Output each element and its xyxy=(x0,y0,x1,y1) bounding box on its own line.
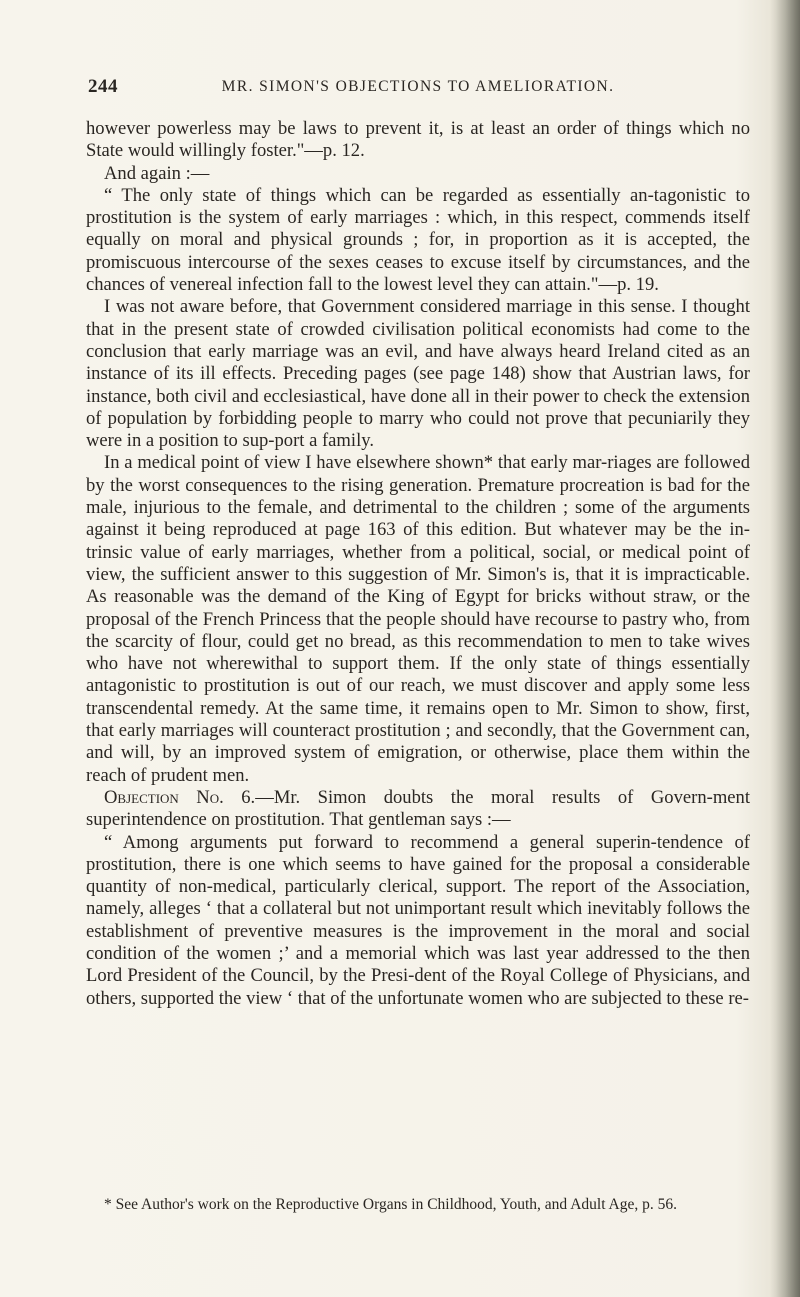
footnote-text: * See Author's work on the Reproductive Organs in Childhood, Youth, and Adult Age, p. 56. xyxy=(104,1196,677,1213)
page-number: 244 xyxy=(88,76,118,97)
quotation-early-marriages: “ The only state of things which can be regarded as essentially an-tagonistic to prostitution is the system of early marriages : which, in this respect, commends itself equally on moral and physical grounds ; for, in proportion as it is accepted, the promiscuous intercourse of the sexes ceases to excuse itself by circumstances, and the chances of venereal infection fall to the lowest level they can attain."—p. 19. xyxy=(86,184,750,296)
paragraph-medical-view: In a medical point of view I have elsewhere shown* that early mar-riages are followed by the worst consequences to the rising generation. Premature procreation is bad for the male, injurious to the female, and detrimental to the children ; some of the arguments against it being reproduced at page 163 of this edition. But whatever may be the in-trinsic value of early marriages, whether from a political, social, or medical point of view, the sufficient answer to this suggestion of Mr. Simon's is, that it is impracticable. As reasonable was the demand of the King of Egypt for bricks without straw, or the proposal of the French Princess that the people should have recourse to pastry who, from the scarcity of flour, could get no bread, as this recommendation to men to take wives who have not wherewithal to support them. If the only state of things essentially antagonistic to prostitution is out of our reach, we must discover and apply some less transcendental remedy. At the same time, it remains open to Mr. Simon to show, first, that early marriages will counteract prostitution ; and secondly, that the Government can, and will, by an improved system of emigration, or otherwise, place them within the reach of prudent men. xyxy=(86,452,750,786)
paragraph-continued: however powerless may be laws to prevent it, is at least an order of things which no State would willingly foster."—p. 12. xyxy=(86,118,750,162)
objection-text: —Mr. Simon doubts the moral results of Govern-ment superintendence on prostitution. That gentleman says :— xyxy=(86,786,750,831)
running-head: MR. SIMON'S OBJECTIONS TO AMELIORATION. xyxy=(221,78,615,95)
page-header xyxy=(88,76,748,100)
quotation-superintendence: “ Among arguments put forward to recommend a general superin-tendence of prostitution, there is one which seems to have gained for the proposal a considerable quantity of non-medical, particularly clerical, support. The report of the Association, namely, alleges ‘ that a collateral but not unimportant result which inevitably follows the establishment of preventive measures is the improvement in the moral and social condition of the women ;’ and a memorial which was last year addressed to the then Lord President of the Council, by the Presi-dent of the Royal College of Physicians, and others, supported the view ‘ that of the unfortunate women who are subjected to these re- xyxy=(86,831,750,1009)
footnote xyxy=(86,1195,750,1215)
body-text xyxy=(86,118,750,1010)
paragraph-objection-6 xyxy=(86,787,750,832)
page-edge-shadow xyxy=(770,0,800,1297)
objection-heading: Objection No. 6. xyxy=(104,786,256,808)
paragraph-government-marriage: I was not aware before, that Government considered marriage in this sense. I thought that in the present state of crowded civilisation political economists had come to the conclusion that early marriage was an evil, and have always heard Ireland cited as an instance of its ill effects. Preceding pages (see page 148) show that Austrian laws, for instance, both civil and ecclesiastical, have done all in their power to check the extension of population by forbidding people to marry who could not prove that pecuniarily they were in a position to sup-port a family. xyxy=(86,296,750,452)
paragraph-and-again: And again :— xyxy=(104,162,210,184)
